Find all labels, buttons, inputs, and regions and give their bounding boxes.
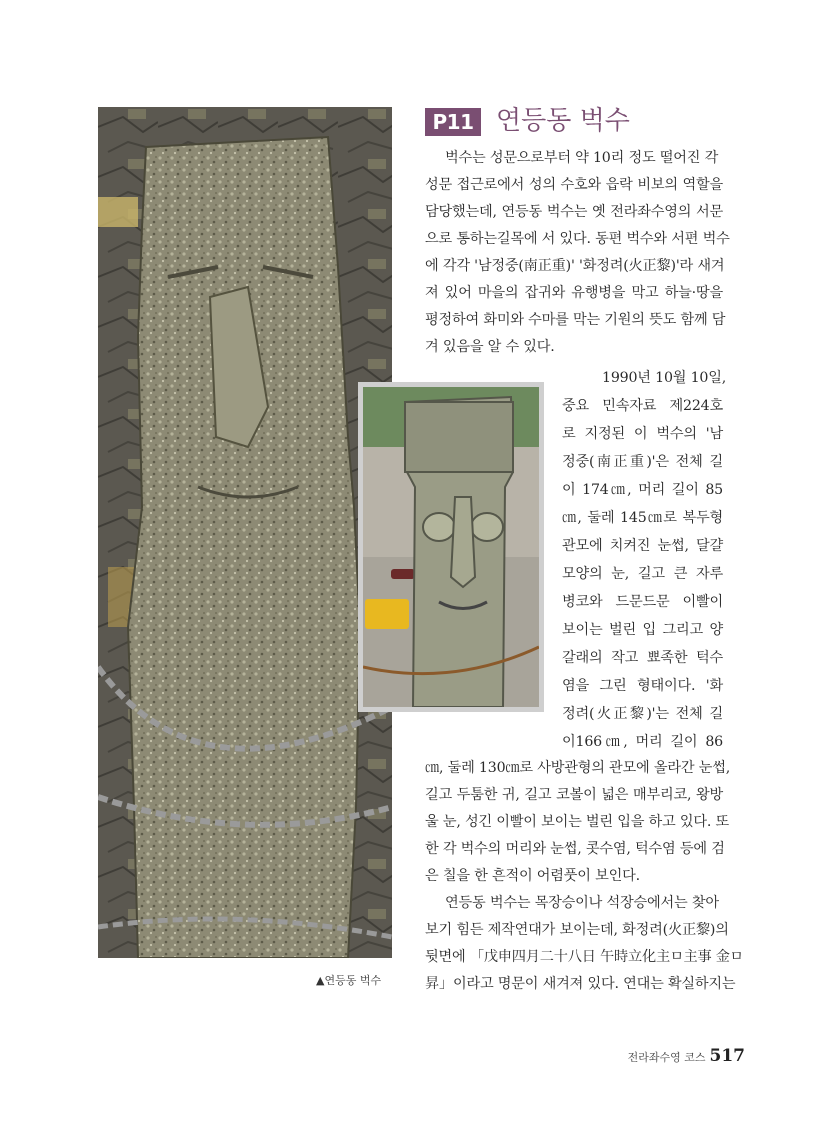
body-line: 길고 두툼한 귀, 길고 코볼이 넓은 매부리코, 왕방 [425,787,723,803]
body-line: 염을 그린 형태이다. '화 [562,678,723,694]
body-line: 연등동 벅수는 목장승이나 석장승에서는 찾아 [445,895,719,911]
body-line: 은 칠을 한 흔적이 어렴풋이 보인다. [425,868,640,884]
body-line: ㎝, 둘레 145㎝로 복두형 [562,510,723,526]
body-line: 뒷면에 「戊申四月二十八日 午時立化主ㅁ主事 金ㅁ [425,949,744,965]
body-line: 1990년 10월 10일, [602,370,727,386]
body-line: 보이는 벌린 입 그리고 양 [562,622,723,638]
body-line: 이166㎝, 머리 길이 86 [562,734,723,750]
inset-totem-illustration [363,387,539,707]
body-line: 관모에 치켜진 눈썹, 달걀 [562,538,723,554]
body-line: 중요 민속자료 제224호 [562,398,723,414]
page-footer [628,1046,745,1066]
page-title: 연등동 벅수 [496,106,630,136]
body-line: 에 각각 '남정중(南正重)' '화정려(火正黎)'라 새겨 [425,258,725,274]
photo-caption: ▲연등동 벅수 [316,974,382,987]
body-line: 겨 있음을 알 수 있다. [425,339,555,355]
body-line: 갈래의 작고 뾰족한 턱수 [562,650,723,666]
inset-photo-stone-totem [358,382,544,712]
body-line: 담당했는데, 연등동 벅수는 옛 전라좌수영의 서문 [425,204,723,220]
body-line: 벅수는 성문으로부터 약 10리 정도 떨어진 각 [445,150,719,166]
body-line: 昇」이라고 명문이 새겨져 있다. 연대는 확실하지는 [425,976,736,992]
body-line: 한 각 벅수의 머리와 눈썹, 콧수염, 턱수염 등에 검 [425,841,725,857]
body-line: 으로 통하는길목에 서 있다. 동편 벅수와 서편 벅수 [425,231,730,247]
body-line: 로 지정된 이 벅수의 '남 [562,426,723,442]
body-line: 병코와 드문드문 이빨이 [562,594,723,610]
body-line: 정려(火正黎)'는 전체 길 [562,706,723,722]
body-line: 정중(南正重)'은 전체 길 [562,454,723,470]
body-line: 져 있어 마을의 잡귀와 유행병을 막고 하늘·땅을 [425,285,723,301]
body-line: 울 눈, 성긴 이빨이 보이는 벌린 입을 하고 있다. 또 [425,814,730,830]
body-line: 평정하여 화미와 수마를 막는 기원의 뜻도 함께 담 [425,312,726,328]
body-line: ㎝, 둘레 130㎝로 사방관형의 관모에 올라간 눈썹, [425,760,731,776]
section-tag: P11 [425,108,481,136]
body-line: 성문 접근로에서 성의 수호와 읍락 비보의 역할을 [425,177,723,193]
page-number: 517 [709,1046,745,1066]
stone-totem-illustration [98,107,392,958]
main-photo-stone-totem [98,107,392,958]
footer-course-label: 전라좌수영 코스 [627,1051,706,1064]
body-line: 보기 힘든 제작연대가 보이는데, 화정려(火正黎)의 [425,922,729,938]
body-line: 모양의 눈, 길고 큰 자루 [562,566,723,582]
body-line: 이 174㎝, 머리 길이 85 [562,482,723,498]
